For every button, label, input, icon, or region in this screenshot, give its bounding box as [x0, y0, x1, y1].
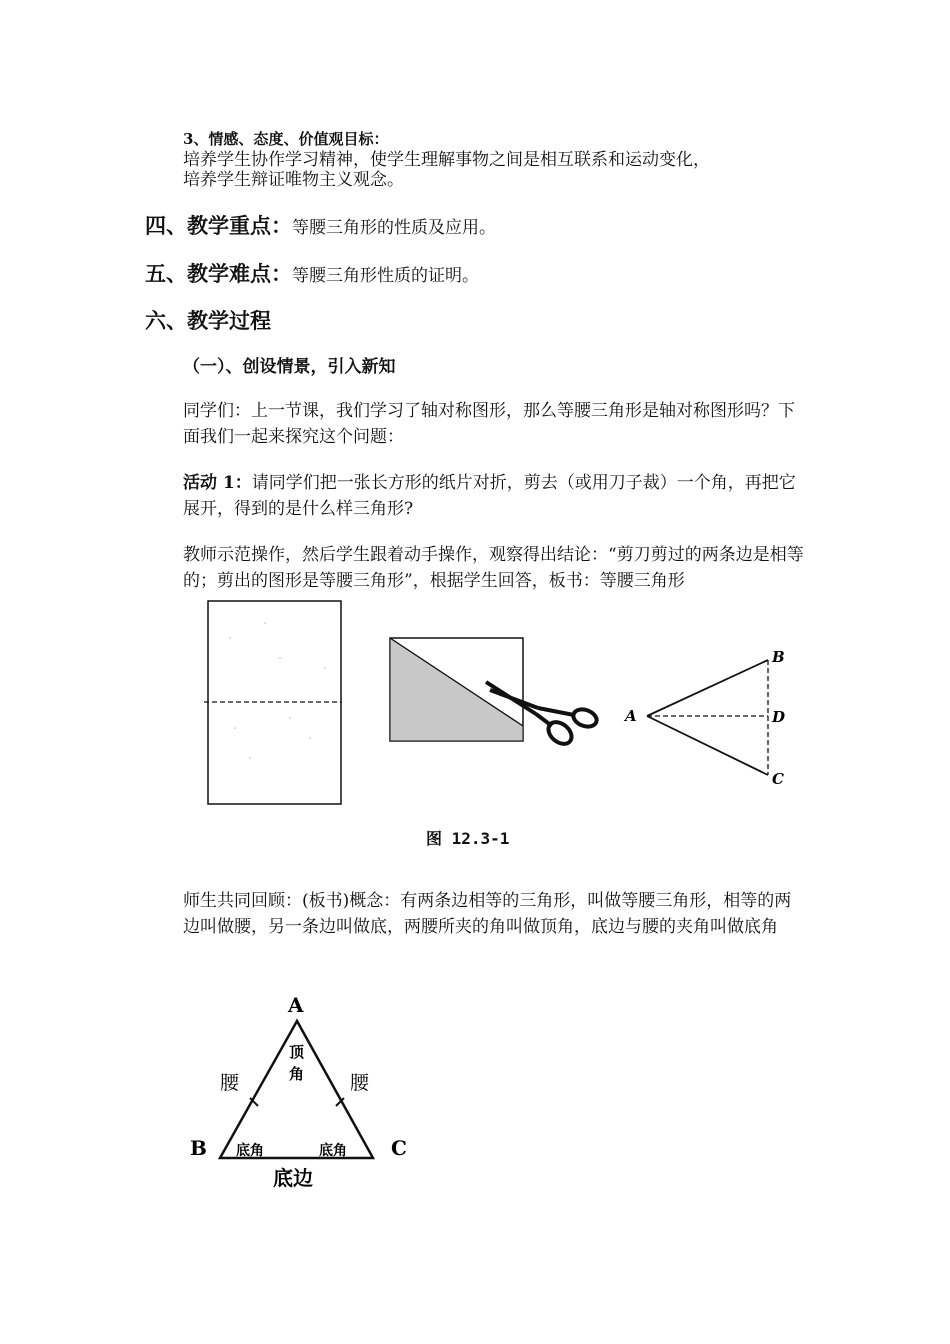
isosceles-triangle-diagram	[180, 985, 440, 1195]
vertex-c-label: C	[391, 1136, 407, 1160]
section-5-heading	[145, 258, 479, 288]
demo-paragraph: 教师示范操作，然后学生跟着动手操作，观察得出结论：“剪刀剪过的两条边是相等的；剪出的图形是等腰三角形”，根据学生回答，板书：等腰三角形	[183, 545, 804, 591]
section-4-heading	[145, 210, 496, 240]
section-3-line-2: 培养学生辩证唯物主义观念。	[183, 170, 404, 190]
leg-right-label: 腰	[350, 1072, 370, 1094]
folded-paper-illustration	[204, 601, 342, 804]
section-6-heading: 六、教学过程	[145, 309, 271, 333]
vertex-a-label: A	[288, 993, 304, 1017]
label-d: D	[772, 708, 786, 726]
section-5-label: 五、教学难点：	[145, 262, 292, 286]
activity-label: 活动 1：	[183, 473, 252, 493]
subsection-1-title: （一）、创设情景，引入新知	[183, 357, 396, 377]
activity-paragraph	[183, 470, 808, 522]
section-4-text: 等腰三角形的性质及应用。	[292, 218, 496, 238]
apex-angle-label-2: 角	[289, 1065, 305, 1083]
apex-angle-label-1: 顶	[289, 1043, 305, 1061]
figure-caption: 图 12.3-1	[426, 829, 510, 848]
base-angle-left-label: 底角	[236, 1143, 264, 1159]
leg-left-label: 腰	[220, 1072, 240, 1094]
base-label: 底边	[273, 1166, 313, 1190]
section-5-text: 等腰三角形性质的证明。	[292, 266, 479, 286]
section-4-label: 四、教学重点：	[145, 214, 292, 238]
label-b: B	[772, 648, 785, 666]
cutting-scissors-illustration	[390, 638, 599, 748]
activity-text: 请同学们把一张长方形的纸片对折，剪去（或用刀子裁）一个角，再把它展开，得到的是什么样三角形?	[183, 473, 796, 519]
intro-paragraph: 同学们：上一节课，我们学习了轴对称图形，那么等腰三角形是轴对称图形吗？下面我们一起来探究这个问题：	[183, 401, 795, 447]
vertex-b-label: B	[190, 1136, 207, 1160]
label-a: A	[625, 707, 637, 725]
section-3-line-1: 培养学生协作学习精神，使学生理解事物之间是相互联系和运动变化，	[183, 150, 710, 170]
figure-12-3-1	[190, 598, 830, 813]
section-3-heading: 3、情感、态度、价值观目标：	[183, 130, 389, 148]
review-paragraph: 师生共同回顾：(板书)概念：有两条边相等的三角形，叫做等腰三角形，相等的两边叫做腰，另一条边叫做底，两腰所夹的角叫做顶角，底边与腰的夹角叫做底角	[183, 891, 792, 937]
label-c: C	[772, 770, 784, 788]
triangle-abc-figure	[623, 648, 785, 788]
base-angle-right-label: 底角	[319, 1143, 347, 1159]
